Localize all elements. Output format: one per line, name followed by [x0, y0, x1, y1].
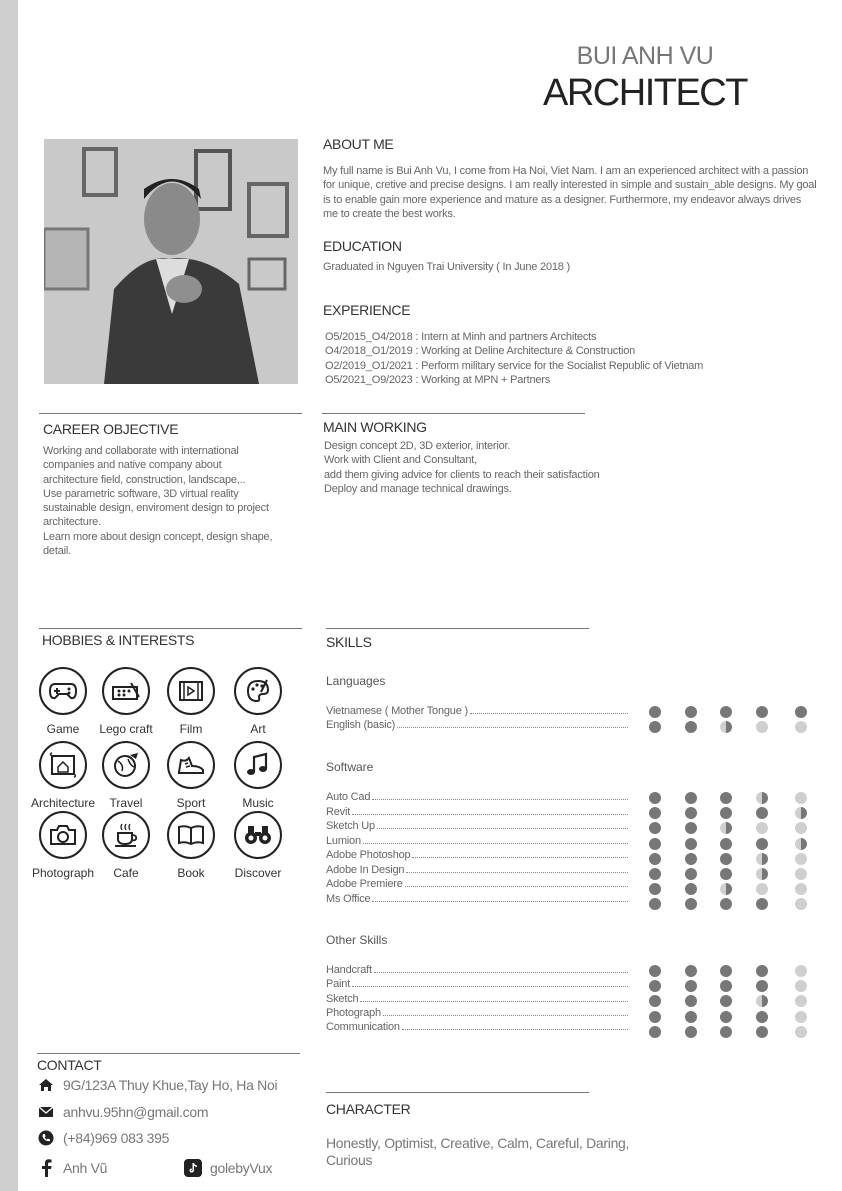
hobby-item — [155, 667, 227, 736]
rating-dot — [756, 883, 768, 895]
skill-row — [326, 1005, 628, 1019]
rating-dot — [795, 1026, 807, 1038]
rating-dot — [795, 965, 807, 977]
rating-dot — [685, 980, 697, 992]
book-icon — [167, 811, 215, 859]
skill-row — [326, 818, 628, 832]
contact-phone[interactable] — [37, 1130, 169, 1146]
contact-email[interactable] — [37, 1104, 208, 1120]
skill-row — [326, 717, 628, 731]
rating-dot — [720, 965, 732, 977]
rating-dot — [756, 980, 768, 992]
skill-rating — [649, 868, 811, 880]
skill-name: Revit — [326, 805, 351, 818]
skill-rating — [649, 965, 811, 977]
career-heading: CAREER OBJECTIVE — [43, 421, 179, 437]
divider — [39, 628, 302, 629]
career-line: Use parametric software, 3D virtual reality — [43, 487, 239, 500]
binoculars-icon — [234, 811, 282, 859]
hobby-label: Cafe — [113, 866, 139, 880]
skill-row — [326, 862, 628, 876]
skill-rating — [649, 853, 811, 865]
camera-icon — [39, 811, 87, 859]
hobby-label: Game — [46, 722, 80, 736]
hobby-label: Travel — [109, 796, 143, 810]
job-title: ARCHITECT — [543, 72, 747, 114]
skill-row — [326, 1019, 628, 1033]
skill-rating — [649, 822, 811, 834]
rating-dot — [649, 898, 661, 910]
skill-name: Adobe Premiere — [326, 878, 403, 890]
rating-dot — [795, 792, 807, 804]
phone-icon — [37, 1130, 55, 1146]
rating-dot — [685, 792, 697, 804]
rating-dot — [720, 807, 732, 819]
facebook-icon — [37, 1160, 55, 1176]
rating-dot — [756, 721, 768, 733]
main-working-line: Work with Client and Consultant, — [324, 454, 477, 467]
rating-dot — [795, 883, 807, 895]
experience-item: O2/2019_O1/2021 : Perform military service for the Socialist Republic of Vietnam — [325, 359, 704, 372]
character-heading: CHARACTER — [326, 1101, 411, 1117]
rating-dot — [649, 980, 661, 992]
skill-name: Vietnamese ( Mother Tongue ) — [326, 705, 468, 717]
rating-dot — [685, 721, 697, 733]
career-line: Working and collaborate with international — [43, 445, 239, 457]
education-heading: EDUCATION — [323, 238, 402, 254]
gamepad-icon — [39, 667, 87, 715]
other-skills-heading: Other Skills — [326, 933, 388, 947]
tiktok-icon — [184, 1160, 202, 1176]
envelope-icon — [37, 1104, 55, 1120]
skill-name: Photograph — [326, 1006, 381, 1019]
dot-leader — [397, 727, 628, 728]
rating-dot — [649, 721, 661, 733]
skill-rating — [649, 706, 811, 718]
palette-icon — [234, 667, 282, 715]
contact-facebook[interactable] — [37, 1160, 107, 1176]
skill-name: Sketch — [326, 992, 359, 1005]
skill-row — [326, 833, 628, 847]
skill-rating — [649, 792, 811, 804]
skill-rating — [649, 721, 811, 733]
rating-dot — [685, 1026, 697, 1038]
divider — [326, 628, 589, 629]
rating-dot — [720, 792, 732, 804]
rating-dot — [685, 822, 697, 834]
skill-row — [326, 804, 628, 818]
career-line: architecture field, construction, landscape,.. — [43, 473, 246, 486]
career-line: Learn more about design concept, design shape, — [43, 530, 273, 543]
rating-dot — [720, 822, 732, 834]
rating-dot — [649, 792, 661, 804]
rating-dot — [685, 883, 697, 895]
skill-name: Adobe In Design — [326, 863, 405, 876]
career-text — [43, 444, 272, 558]
rating-dot — [756, 1011, 768, 1023]
skill-rating — [649, 807, 811, 819]
dot-leader — [352, 986, 628, 987]
rating-dot — [795, 807, 807, 819]
rating-dot — [685, 807, 697, 819]
email-text: anhvu.95hn@gmail.com — [63, 1104, 209, 1120]
hobby-item — [222, 741, 294, 810]
rating-dot — [756, 868, 768, 880]
rating-dot — [649, 1011, 661, 1023]
skill-name: Ms Office — [326, 892, 371, 905]
career-line: detail. — [43, 545, 71, 558]
dot-leader — [372, 901, 628, 902]
rating-dot — [756, 898, 768, 910]
hobbies-heading: HOBBIES & INTERESTS — [42, 632, 195, 648]
rating-dot — [649, 807, 661, 819]
rating-dot — [720, 838, 732, 850]
rating-dot — [685, 898, 697, 910]
rating-dot — [720, 1011, 732, 1023]
film-icon — [167, 667, 215, 715]
dot-leader — [412, 857, 628, 858]
software-heading: Software — [326, 760, 374, 774]
blueprint-icon — [39, 741, 87, 789]
skill-row — [326, 847, 628, 861]
education-text: Graduated in Nguyen Trai University ( In June 2018 ) — [323, 261, 571, 273]
skill-row — [326, 991, 628, 1005]
facebook-text: Anh Vũ — [63, 1160, 108, 1176]
sneaker-icon — [167, 741, 215, 789]
skill-rating — [649, 883, 811, 895]
career-line: sustainable design, enviroment design to project — [43, 502, 269, 515]
languages-heading: Languages — [326, 674, 386, 688]
rating-dot — [720, 995, 732, 1007]
rating-dot — [756, 792, 768, 804]
rating-dot — [720, 853, 732, 865]
skill-name: Lumion — [326, 834, 361, 847]
main-working-heading: MAIN WORKING — [323, 419, 427, 435]
hobby-label: Art — [250, 722, 266, 736]
rating-dot — [720, 898, 732, 910]
main-working-text — [324, 439, 600, 496]
hobby-item — [155, 741, 227, 810]
hobby-label: Film — [179, 722, 203, 736]
rating-dot — [649, 995, 661, 1007]
hobby-label: Sport — [176, 796, 206, 810]
rating-dot — [720, 721, 732, 733]
lego-icon — [102, 667, 150, 715]
career-line: companies and native company about — [43, 459, 222, 472]
skill-rating — [649, 838, 811, 850]
rating-dot — [649, 1026, 661, 1038]
music-note-icon — [234, 741, 282, 789]
skill-name: Sketch Up — [326, 820, 375, 832]
experience-item: O5/2015_O4/2018 : Intern at Minh and partners Architects — [325, 331, 597, 343]
experience-list — [325, 330, 703, 387]
skill-row — [326, 891, 628, 905]
contact-address — [37, 1077, 277, 1093]
hobby-label: Lego craft — [99, 722, 153, 736]
dot-leader — [360, 1001, 628, 1002]
experience-item: O5/2021_O9/2023 : Working at MPN + Partners — [325, 373, 551, 386]
contact-tiktok[interactable] — [184, 1160, 272, 1176]
rating-dot — [649, 838, 661, 850]
rating-dot — [649, 965, 661, 977]
rating-dot — [795, 1011, 807, 1023]
rating-dot — [795, 995, 807, 1007]
rating-dot — [685, 1011, 697, 1023]
skill-rating — [649, 1011, 811, 1023]
address-text: 9G/123A Thuy Khue,Tay Ho, Ha Noi — [63, 1077, 278, 1093]
rating-dot — [649, 706, 661, 718]
main-working-line: Design concept 2D, 3D exterior, interior. — [324, 440, 511, 452]
dot-leader — [363, 843, 628, 844]
rating-dot — [685, 965, 697, 977]
hobby-item — [90, 741, 162, 810]
main-working-line: Deploy and manage technical drawings. — [324, 482, 512, 495]
skill-rating — [649, 898, 811, 910]
rating-dot — [756, 965, 768, 977]
rating-dot — [649, 883, 661, 895]
hobby-label: Photograph — [31, 866, 95, 880]
rating-dot — [756, 853, 768, 865]
home-icon — [37, 1077, 55, 1093]
divider — [326, 1092, 589, 1093]
hobby-label: Book — [177, 866, 205, 880]
coffee-cup-icon — [102, 811, 150, 859]
rating-dot — [795, 898, 807, 910]
hobby-label: Music — [242, 796, 274, 810]
skill-row — [326, 703, 628, 717]
hobby-item — [27, 667, 99, 736]
rating-dot — [649, 853, 661, 865]
skill-rating — [649, 995, 811, 1007]
sidebar-strip — [0, 0, 18, 1191]
person-name: BUI ANH VU — [576, 42, 714, 70]
character-text: Honestly, Optimist, Creative, Calm, Careful, Daring, Curious — [326, 1135, 630, 1168]
rating-dot — [795, 706, 807, 718]
hobby-item — [155, 811, 227, 880]
rating-dot — [756, 822, 768, 834]
skill-name: Auto Cad — [326, 791, 371, 803]
skill-name: English (basic) — [326, 719, 396, 732]
hobby-item — [90, 811, 162, 880]
contact-heading: CONTACT — [37, 1057, 102, 1073]
rating-dot — [795, 868, 807, 880]
rating-dot — [756, 838, 768, 850]
about-text: My full name is Bui Anh Vu, I come from Ha Noi, Viet Nam. I am an experienced architect with a passion for unique, cretive and precise designs. I am really interested in simple and sustain_able designs. My goal is to enable gain more experience and mature as a designer. Furthermore, my endeavor always drives me to create the best works. — [323, 165, 817, 220]
divider — [39, 413, 302, 414]
about-heading: ABOUT ME — [323, 136, 394, 152]
dot-leader — [352, 814, 628, 815]
rating-dot — [649, 822, 661, 834]
dot-leader — [406, 872, 628, 873]
rating-dot — [756, 1026, 768, 1038]
rating-dot — [795, 980, 807, 992]
rating-dot — [756, 706, 768, 718]
rating-dot — [720, 706, 732, 718]
divider — [37, 1053, 300, 1054]
rating-dot — [756, 807, 768, 819]
hobby-label: Architecture — [30, 796, 96, 810]
hobby-item — [222, 811, 294, 880]
skills-heading: SKILLS — [326, 634, 372, 650]
skill-name: Paint — [326, 978, 351, 991]
dot-leader — [402, 1029, 628, 1030]
globe-plane-icon — [102, 741, 150, 789]
rating-dot — [720, 1026, 732, 1038]
skill-rating — [649, 980, 811, 992]
skill-row — [326, 962, 628, 976]
rating-dot — [795, 721, 807, 733]
rating-dot — [720, 980, 732, 992]
rating-dot — [795, 853, 807, 865]
experience-heading: EXPERIENCE — [323, 302, 411, 318]
rating-dot — [685, 853, 697, 865]
dot-leader — [372, 799, 628, 800]
rating-dot — [685, 868, 697, 880]
hobby-label: Discover — [234, 866, 282, 880]
rating-dot — [795, 822, 807, 834]
hobby-item — [222, 667, 294, 736]
dot-leader — [470, 713, 628, 714]
phone-text: (+84)969 083 395 — [63, 1130, 170, 1146]
rating-dot — [795, 838, 807, 850]
dot-leader — [374, 972, 628, 973]
main-working-line: add them giving advice for clients to reach their satisfaction — [324, 468, 600, 481]
hobby-item — [27, 811, 99, 880]
skill-row — [326, 789, 628, 803]
skill-name: Adobe Photoshop — [326, 849, 411, 861]
rating-dot — [649, 868, 661, 880]
career-line: architecture. — [43, 516, 101, 529]
hobby-item — [27, 741, 99, 810]
rating-dot — [685, 995, 697, 1007]
skill-name: Communication — [326, 1021, 400, 1034]
skill-rating — [649, 1026, 811, 1038]
experience-item: O4/2018_O1/2019 : Working at Deline Architecture & Construction — [325, 345, 636, 358]
skill-name: Handcraft — [326, 964, 372, 976]
hobby-item — [90, 667, 162, 736]
rating-dot — [720, 868, 732, 880]
dot-leader — [383, 1015, 628, 1016]
skill-row — [326, 876, 628, 890]
dot-leader — [405, 886, 628, 887]
tiktok-text: golebyVux — [210, 1160, 273, 1176]
portrait-photo — [44, 139, 298, 384]
rating-dot — [685, 838, 697, 850]
divider — [322, 413, 585, 414]
rating-dot — [685, 706, 697, 718]
dot-leader — [377, 828, 628, 829]
rating-dot — [756, 995, 768, 1007]
rating-dot — [720, 883, 732, 895]
skill-row — [326, 976, 628, 990]
